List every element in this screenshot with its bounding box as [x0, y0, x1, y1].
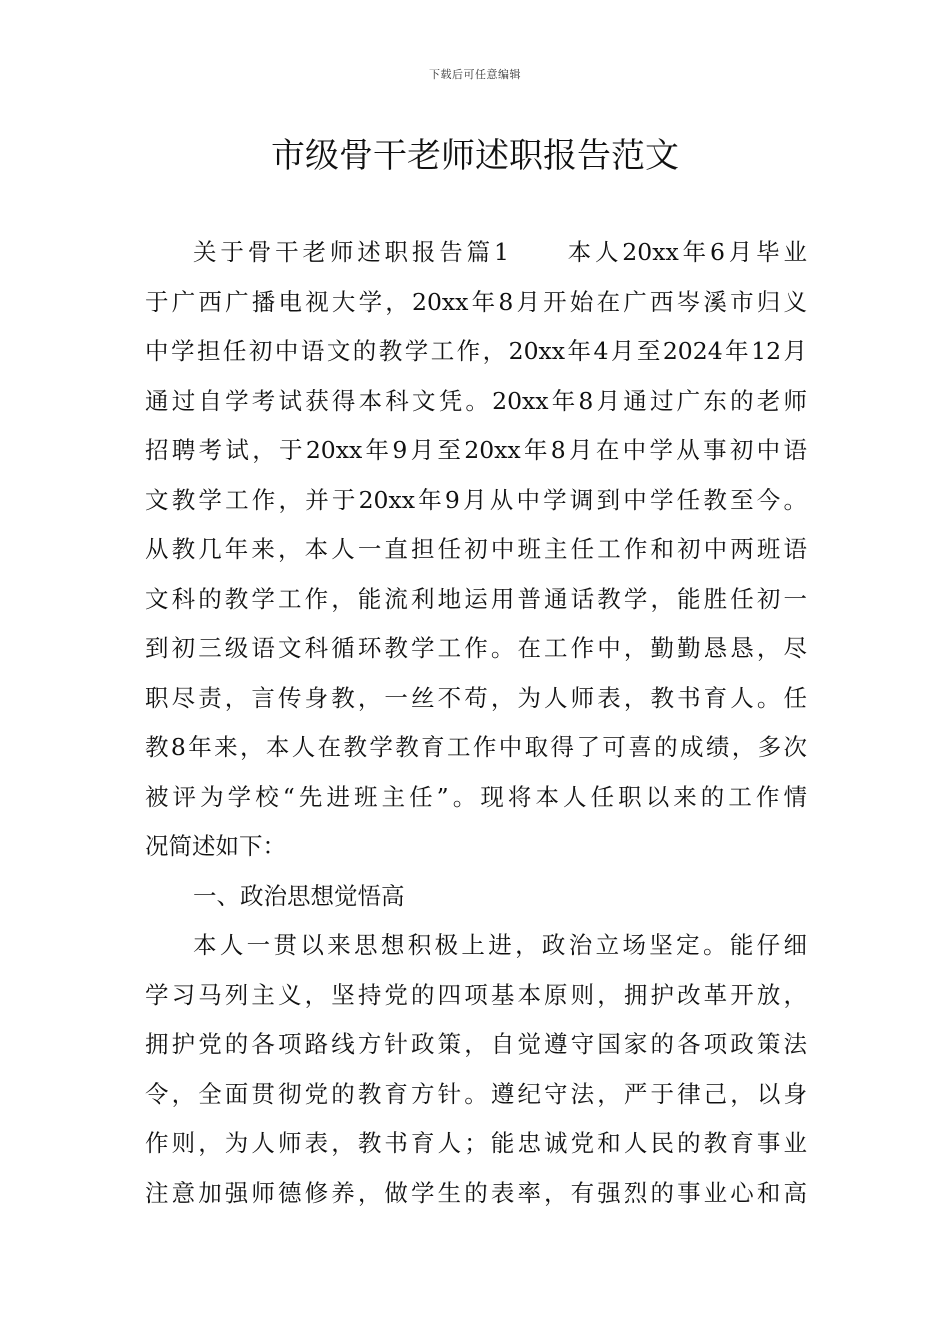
body-line: 学习马列主义，坚持党的四项基本原则，拥护改革开放， — [145, 980, 807, 1009]
body-line: 注意加强师德修养，做学生的表率，有强烈的事业心和高 — [145, 1178, 807, 1207]
body-line: 教8年来，本人在教学教育工作中取得了可喜的成绩，多次 — [145, 733, 807, 761]
body-line: 于广西广播电视大学，20xx年8月开始在广西岑溪市归义 — [145, 287, 807, 316]
body-line: 作则，为人师表，教书育人；能忠诚党和人民的教育事业 — [145, 1129, 807, 1157]
body-line: 关于骨干老师述职报告篇1 本人20xx年6月毕业 — [193, 238, 807, 266]
body-line: 本人一贯以来思想积极上进，政治立场坚定。能仔细 — [193, 931, 807, 959]
body-line: 招聘考试，于20xx年9月至20xx年8月在中学从事初中语 — [145, 436, 807, 464]
body-line: 中学担任初中语文的教学工作，20xx年4月至2024年12月 — [145, 337, 807, 365]
body-line: 拥护党的各项路线方针政策，自觉遵守国家的各项政策法 — [145, 1030, 807, 1058]
document-body — [145, 228, 807, 1218]
body-line: 从教几年来，本人一直担任初中班主任工作和初中两班语 — [145, 535, 807, 563]
body-line: 况简述如下： — [145, 832, 286, 860]
body-line: 一、政治思想觉悟高 — [193, 881, 405, 910]
body-line: 到初三级语文科循环教学工作。在工作中，勤勤恳恳，尽 — [145, 634, 807, 662]
header-note: 下载后可任意编辑 — [429, 68, 521, 81]
body-line: 被评为学校“先进班主任”。现将本人任职以来的工作情 — [145, 782, 807, 811]
body-line: 文教学工作，并于20xx年9月从中学调到中学任教至今。 — [145, 485, 807, 514]
body-line: 文科的教学工作，能流利地运用普通话教学，能胜任初一 — [145, 584, 807, 613]
body-line: 通过自学考试获得本科文凭。20xx年8月通过广东的老师 — [145, 386, 807, 415]
body-line: 职尽责，言传身教，一丝不苟，为人师表，教书育人。任 — [145, 683, 807, 712]
document-title: 市级骨干老师述职报告范文 — [271, 136, 679, 176]
body-line: 令，全面贯彻党的教育方针。遵纪守法，严于律己，以身 — [145, 1079, 807, 1108]
